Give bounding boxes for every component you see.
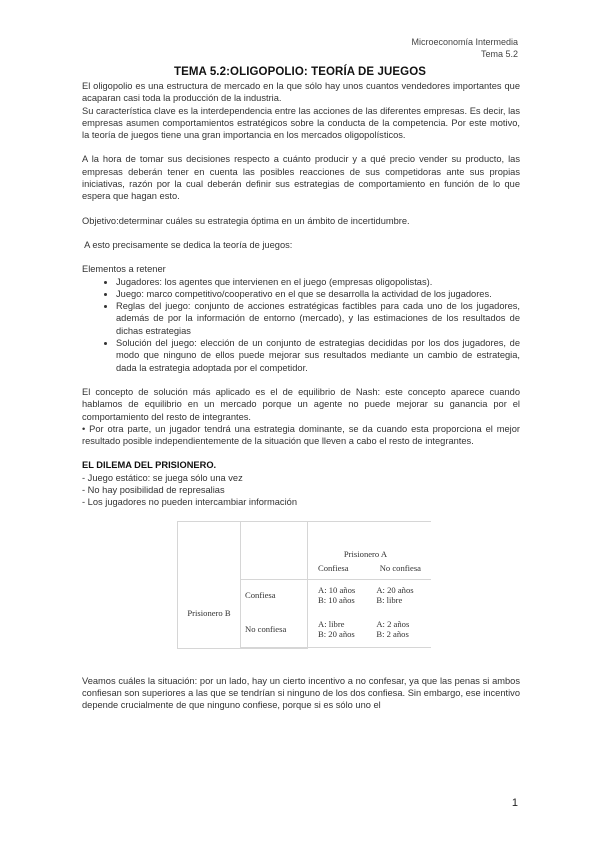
header-topic: Tema 5.2	[480, 49, 518, 59]
list-item: • Jugadores: los agentes que intervienen en el juego (empresas oligopolistas).	[116, 276, 520, 288]
column-header-no-confiesa: No confiesa	[379, 563, 421, 574]
elements-heading: Elementos a retener	[82, 264, 166, 275]
list-item: • Reglas del juego: conjunto de acciones estratégicas factibles para cada uno de los jugadores, además de por la información de entorno (mercado), y las estimaciones de los resultados de dichas estrategias	[116, 300, 520, 337]
column-header-confiesa: Confiesa	[318, 563, 349, 574]
paragraph-interdependence: Su característica clave es la interdependencia entre las acciones de las diferentes empresas. Es decir, las empresas asumen comportamientos estratégicos sobre la conducta de la competencia. Por este motivo, la teoría de juegos tiene una gran importancia en los mercados oligopolísticos.	[82, 105, 520, 141]
row-header-confiesa: Confiesa	[245, 590, 276, 601]
payoff-b: B: 2 años	[376, 628, 409, 639]
payoff-a: A: libre	[318, 618, 345, 629]
row-header-no-confiesa: No confiesa	[245, 623, 287, 634]
elements-list	[82, 276, 520, 374]
payoff-a: A: 20 años	[376, 585, 414, 596]
paragraph-decisions: A la hora de tomar sus decisiones respecto a cuánto producir y a qué precio vender su producto, las empresas deberán tener en cuenta las posibles reacciones de sus competidoras ante sus propias iniciativas, razón por la cual deberán definir sus estrategias de comportamiento en función de lo que espera que hagan esto.	[82, 154, 520, 202]
payoff-a: A: 10 años	[318, 585, 356, 596]
header-course: Microeconomía Intermedia	[411, 37, 518, 47]
payoff-b: B: 10 años	[318, 595, 355, 606]
running-header	[411, 36, 518, 60]
document-title: TEMA 5.2:OLIGOPOLIO: TEORÍA DE JUEGOS	[173, 66, 427, 78]
document-body	[82, 80, 520, 712]
paragraph-game-theory: A esto precisamente se dedica la teoría de juegos:	[82, 239, 293, 250]
column-player-label: Prisionero A	[343, 549, 388, 560]
dilema-line: - No hay posibilidad de represalias	[82, 485, 225, 496]
list-item: • Juego: marco competitivo/cooperativo en el que se desarrolla la actividad de los jugadores.	[116, 288, 520, 300]
dilema-line: - Los jugadores no pueden intercambiar información	[82, 497, 297, 508]
paragraph-objective: Objetivo:determinar cuáles su estrategia óptima en un ámbito de incertidumbre.	[82, 215, 410, 226]
payoff-b: B: libre	[376, 595, 403, 606]
dilema-line: - Juego estático: se juega sólo una vez	[82, 472, 243, 483]
list-item: • Solución del juego: elección de un conjunto de estrategias decididas por los dos jugadores, de modo que ninguno de ellos puede mejorar sus resultados mediante un cambio de estrategia, dada la estrategia adoptada por el competidor.	[116, 337, 520, 374]
dilema-heading: EL DILEMA DEL PRISIONERO.	[82, 460, 217, 471]
payoff-b: B: 20 años	[318, 628, 355, 639]
paragraph-definition: El oligopolio es una estructura de mercado en la que sólo hay unos cuantos vendedores importantes que acaparan casi toda la producción de la industria.	[82, 81, 520, 104]
paragraph-dominant: • Por otra parte, un jugador tendrá una estrategia dominante, se da cuando esta proporciona el mejor resultado posible independientemente de la situación que lleven a cabo el resto de integrantes.	[82, 423, 520, 447]
paragraph-analysis: Veamos cuáles la situación: por un lado, hay un cierto incentivo a no confesar, ya que las penas si ambos confiesan son superiores a las que se tendrían si ninguno de los dos confiesa. Sin embargo, ese incentivo depende crucialmente de que ninguno confiese, porque si es sólo uno el	[82, 675, 520, 711]
row-player-label: Prisionero B	[187, 607, 231, 618]
page-number: 1	[511, 797, 518, 809]
prisoner-dilemma-table	[177, 521, 520, 649]
paragraph-nash: El concepto de solución más aplicado es el de equilibrio de Nash: este concepto aparece cuando hablamos de equilibrio en un mercado porque un agente no puede mejorar su ganancia por el comportamiento del resto de integrantes.	[82, 386, 520, 422]
payoff-a: A: 2 años	[376, 618, 410, 629]
